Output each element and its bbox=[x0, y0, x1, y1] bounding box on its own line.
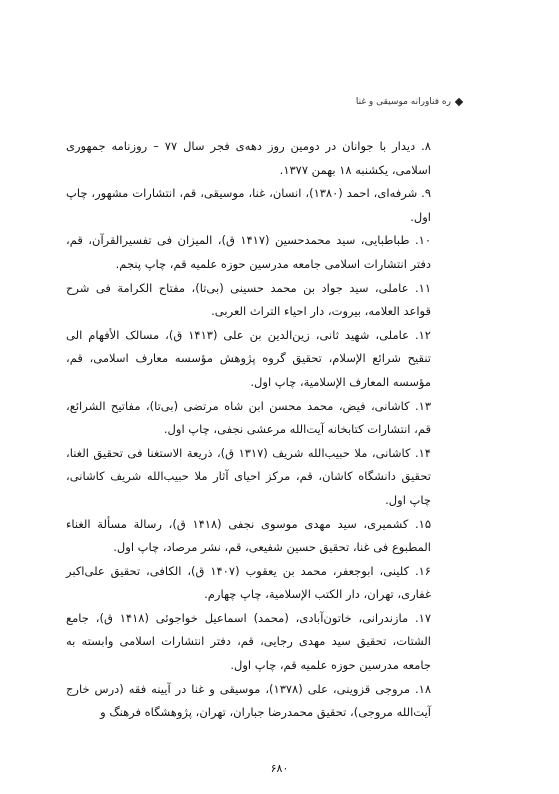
page-number: ۶۸۰ bbox=[270, 762, 289, 775]
reference-item: ۱۸. مروجی قزوینی، علی (۱۳۷۸)، موسیقی و غنا در آیینه فقه (درس خارج آیت‌الله مروجی)، تحقیق محمدرضا جباران، تهران، پژوهشگاه فرهنگ و bbox=[66, 681, 431, 720]
reference-item: ۱۶. کلینی، ابوجعفر، محمد بن یعقوب (۱۴۰۷ ق)، الکافی، تحقیق علی‌اکبر غفاری، تهران، دار الکتب الإسلامیة، چاپ چهارم. bbox=[66, 563, 431, 602]
reference-item: ۱۷. مازندرانی، خاتون‌آبادی، (محمد) اسماعیل خواجوئی (۱۴۱۸ ق)، جامع الشتات، تحقیق سید مهدی رجایی، قم، دفتر انتشارات اسلامی وابسته به جامعه مدرسین حوزه علمیه قم، چاپ اول. bbox=[66, 610, 432, 673]
reference-item: ۱۰. طباطبایی، سید محمدحسین (۱۴۱۷ ق)، المیزان فی تفسیرالقرآن، قم، دفتر انتشارات اسلامی جامعه مدرسین حوزه علمیه قم، چاپ پنجم. bbox=[66, 233, 431, 271]
reference-item: ۱۳. کاشانی، فیض، محمد محسن ابن شاه مرتضی (بی‌تا)، مفاتیح الشرائع، قم، انتشارات کتابخانه آیت‌الله مرعشی نجفی، چاپ اول. bbox=[66, 398, 431, 437]
running-header-title: ره فناورانه موسیقی و غنا bbox=[355, 97, 451, 107]
reference-item: ۸. دیدار با جوانان در دومین روز دهه‌ی فجر سال ۷۷ – روزنامه جمهوری اسلامی، یکشنبه ۱۸ بهمن ۱۳۷۷. bbox=[66, 139, 431, 177]
reference-item: ۱۴. کاشانی، ملا حبیب‌الله شریف (۱۳۱۷ ق)، ذریعة الاستغنا فی تحقیق الغنا، تحقیق دانشگاه کاشان، قم، مرکز احیای آثار ملا حبیب‌الله شریف کاشانی، چاپ اول. bbox=[66, 445, 431, 507]
reference-item: ۹. شرفه‌ای، احمد (۱۳۸۰)، انسان، غنا، موسیقی، قم، انتشارات مشهور، چاپ اول. bbox=[66, 186, 431, 224]
references-list bbox=[66, 135, 431, 725]
reference-item: ۱۵. کشمیری، سید مهدی موسوی نجفی (۱۴۱۸ ق)، رسالة مسألة الغناء المطبوع فی غنا، تحقیق حسین شفیعی، قم، نشر مرصاد، چاپ اول. bbox=[66, 516, 431, 555]
reference-item: ۱۲. عاملی، شهید ثانی، زین‌الدین بن علی (۱۴۱۳ ق)، مسالک الأفهام الی تنقیح شرائع الإسلام، تحقیق گروه پژوهش مؤسسه معارف اسلامی، قم، مؤسسه المعارف الإسلامیة، چاپ اول. bbox=[66, 327, 431, 389]
header-bullet-icon bbox=[455, 98, 463, 106]
running-header bbox=[342, 94, 462, 110]
reference-item: ۱۱. عاملی، سید جواد بن محمد حسینی (بی‌تا)، مفتاح الکرامة فی شرح قواعد العلامه، بیروت، دار احیاء التراث العربی. bbox=[66, 280, 431, 319]
